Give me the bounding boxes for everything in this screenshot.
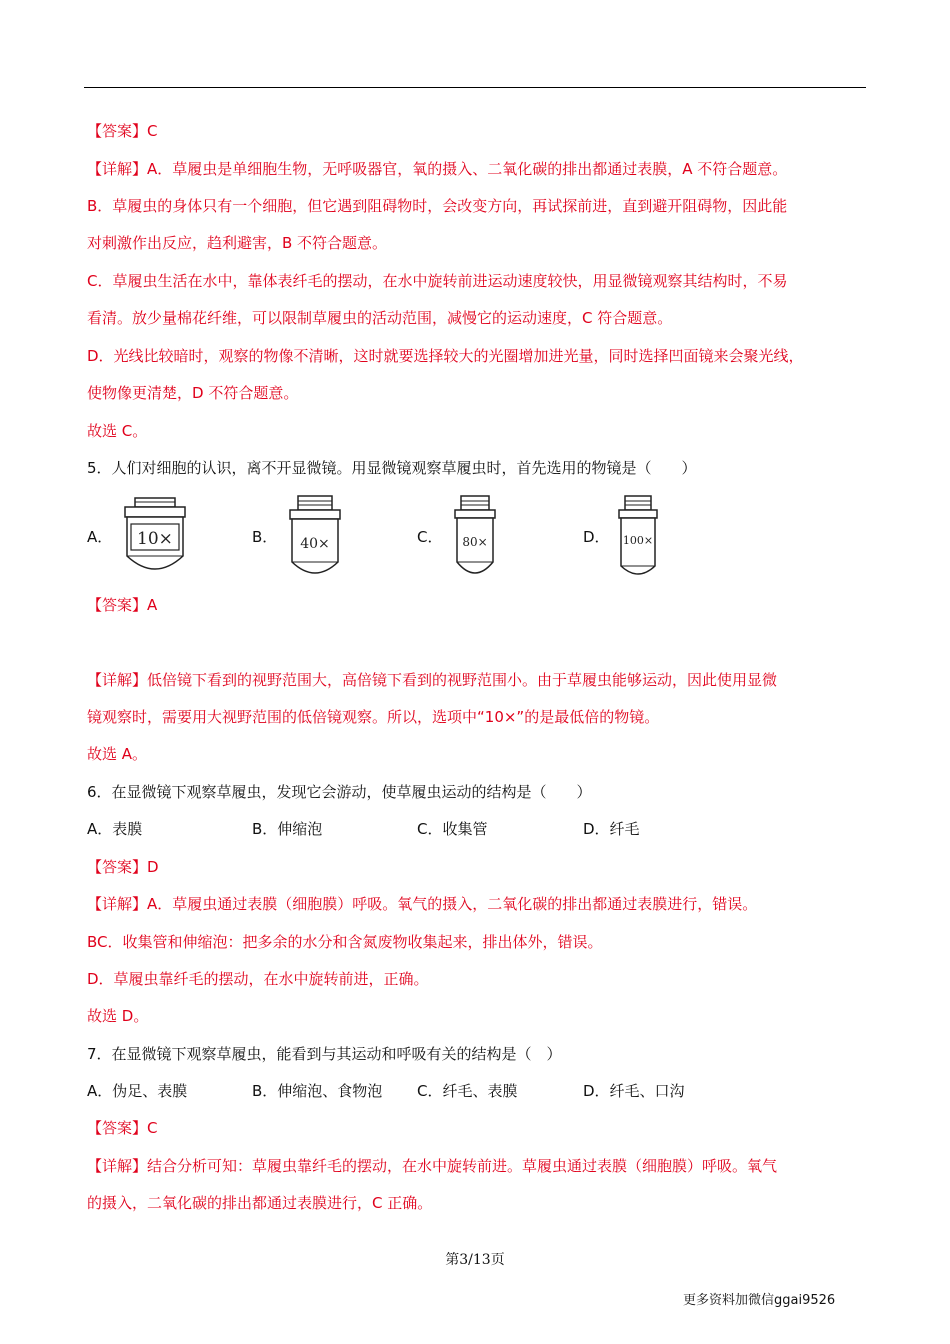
objective-lens-80x-icon	[451, 492, 499, 582]
q7-stem: 7．在显微镜下观察草履虫，能看到与其运动和呼吸有关的结构是（ ）	[87, 1045, 562, 1063]
q6-choose: 故选 D。	[87, 1007, 149, 1025]
q6-stem: 6．在显微镜下观察草履虫，发现它会游动，使草履虫运动的结构是（ ）	[87, 783, 592, 801]
q5-detail-2: 镜观察时，需要用大视野范围的低倍镜观察。所以，选项中“10×”的是最低倍的物镜。	[87, 708, 660, 726]
q6-option-c: C．收集管	[417, 820, 488, 838]
q5-option-a-label: A．	[87, 528, 113, 546]
q7-answer: 【答案】C	[87, 1119, 158, 1137]
q7-detail-1: 【详解】结合分析可知：草履虫靠纤毛的摆动，在水中旋转前进。草履虫通过表膜（细胞膜）呼吸。氧气	[87, 1157, 778, 1175]
header-rule	[84, 87, 866, 88]
q6-option-b: B．伸缩泡	[252, 820, 323, 838]
objective-lens-100x-icon	[613, 492, 663, 582]
objective-lens-10x-icon	[121, 492, 189, 582]
q6-answer: 【答案】D	[87, 858, 159, 876]
q5-answer: 【答案】A	[87, 596, 158, 614]
q7-option-b: B．伸缩泡、食物泡	[252, 1082, 383, 1100]
q7-option-a: A．伪足、表膜	[87, 1082, 188, 1100]
q5-option-c-label: C．	[417, 528, 443, 546]
q4-detail-2: B．草履虫的身体只有一个细胞，但它遇到阻碍物时，会改变方向，再试探前进，直到避开阻碍物，因此能	[87, 197, 788, 215]
q5-detail-1: 【详解】低倍镜下看到的视野范围大，高倍镜下看到的视野范围小。由于草履虫能够运动，因此使用显微	[87, 671, 778, 689]
q4-detail-1: 【详解】A．草履虫是单细胞生物，无呼吸器官，氧的摄入、二氧化碳的排出都通过表膜，A 不符合题意。	[87, 160, 788, 178]
q6-detail-2: BC．收集管和伸缩泡：把多余的水分和含氮废物收集起来，排出体外，错误。	[87, 933, 603, 951]
q5-stem: 5．人们对细胞的认识，离不开显微镜。用显微镜观察草履虫时，首先选用的物镜是（ ）	[87, 459, 697, 477]
q4-detail-3: 对刺激作出反应，趋利避害，B 不符合题意。	[87, 234, 388, 252]
q5-options	[87, 492, 867, 582]
q5-option-d-label: D．	[583, 528, 610, 546]
q4-choose: 故选 C。	[87, 422, 148, 440]
q7-option-d: D．纤毛、口沟	[583, 1082, 685, 1100]
q4-detail-4: C．草履虫生活在水中，靠体表纤毛的摆动，在水中旋转前进运动速度较快，用显微镜观察其结构时，不易	[87, 272, 788, 290]
q7-option-c: C．纤毛、表膜	[417, 1082, 518, 1100]
q5-choose: 故选 A。	[87, 745, 148, 763]
svg-text:100×: 100×	[622, 534, 654, 547]
q4-answer: 【答案】C	[87, 122, 158, 140]
q6-options	[87, 818, 867, 840]
q4-detail-7: 使物像更清楚，D 不符合题意。	[87, 384, 299, 402]
q7-detail-2: 的摄入，二氧化碳的排出都通过表膜进行，C 正确。	[87, 1194, 433, 1212]
q6-option-a: A．表膜	[87, 820, 143, 838]
q4-detail-5: 看清。放少量棉花纤维，可以限制草履虫的活动范围，减慢它的运动速度，C 符合题意。	[87, 309, 673, 327]
objective-lens-40x-icon	[286, 492, 344, 582]
svg-text:80×: 80×	[462, 535, 488, 549]
watermark-text: 更多资料加微信ggai9526	[683, 1293, 836, 1308]
q6-detail-3: D．草履虫靠纤毛的摆动，在水中旋转前进，正确。	[87, 970, 429, 988]
q4-detail-6: D．光线比较暗时，观察的物像不清晰，这时就要选择较大的光圈增加进光量，同时选择凹面镜来会聚光线，	[87, 347, 804, 365]
q5-option-b-label: B．	[252, 528, 278, 546]
page-number: 第3/13页	[445, 1252, 505, 1268]
q6-detail-1: 【详解】A．草履虫通过表膜（细胞膜）呼吸。氧气的摄入，二氧化碳的排出都通过表膜进行，错误。	[87, 895, 758, 913]
q7-options	[87, 1080, 867, 1102]
svg-text:10×: 10×	[137, 529, 173, 549]
svg-text:40×: 40×	[300, 536, 330, 552]
q6-option-d: D．纤毛	[583, 820, 640, 838]
